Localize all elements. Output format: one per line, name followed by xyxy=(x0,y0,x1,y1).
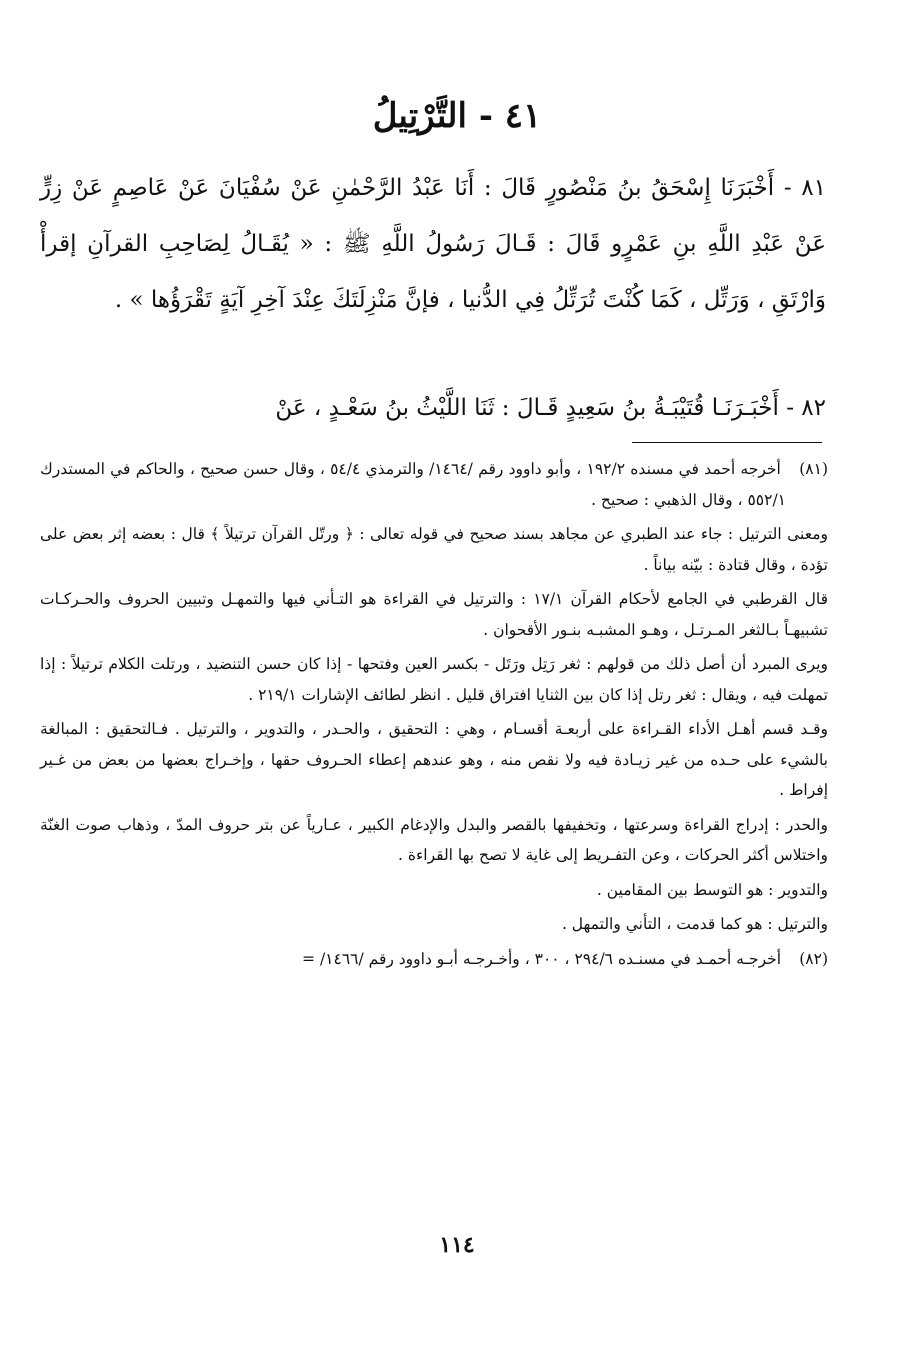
footnote-text: ويرى المبرد أن أصل ذلك من قولهم : ثغر رَتِل ورَتَل - بكسر العين وفتحها - إذا كان حسن التنضيد ، ورتلت الكلام ترتيلاً : إذا تمهلت فيه ، ويقال : ثغر رتل إذا كان بين الثنايا افتراق قليل . انظر لطائف الإشارات ٢١٩/١ . xyxy=(40,655,828,704)
footnote-text: ومعنى الترتيل : جاء عند الطبري عن مجاهد بسند صحيح في قوله تعالى : ﴿ ورتّل القرآن ترتيلاً ﴾ قال : بعضه إثر بعض على تؤدة ، وقال قتادة : بيّنه بياناً . xyxy=(40,525,828,574)
hadith-number: ٨٢ - xyxy=(786,395,826,421)
footnote-82 xyxy=(40,944,828,975)
footnote-text: والتدوير : هو التوسط بين المقامين . xyxy=(596,880,828,899)
hadith-81 xyxy=(40,160,826,328)
footnote-text: أخرجه أحمد في مسنده ١٩٢/٢ ، وأبو داوود رقم /١٤٦٤/ والترمذي ٥٤/٤ ، وقال حسن صحيح ، والحاكم في المستدرك ٥٥٢/١ ، وقال الذهبي : صحيح . xyxy=(40,460,786,509)
footnote-paragraph xyxy=(40,519,828,580)
page-number: ١١٤ xyxy=(439,1232,475,1258)
hadith-number: ٨١ - xyxy=(783,175,826,201)
footnote-number: (٨١) xyxy=(799,460,829,478)
hadith-text: أَخْبَرَنَا إِسْحَقُ بنُ مَنْصُورٍ قَالَ : أَنَا عَبْدُ الرَّحْمٰنِ عَنْ سُفْيَانَ عَنْ عَاصِمٍ عَنْ زِرٍّ عَنْ عَبْدِ اللَّهِ بنِ عَمْرٍو قَالَ : قَـالَ رَسُولُ اللَّهِ ﷺ : « يُقَـالُ لِصَاحِبِ القرآنِ إقرأْ وَارْتَقِ ، وَرَتِّل ، كَمَا كُنْتَ تُرَتِّلُ فِي الدُّنيا ، فإنَّ مَنْزِلَتَكَ عِنْدَ آخِرِ آيَةٍ تَقْرَؤُها » . xyxy=(40,175,826,313)
footnote-number: (٨٢) xyxy=(799,949,828,968)
footnotes xyxy=(40,454,828,978)
hadith-text: أَخْبَـرَنَـا قُتَيْبَـةُ بنُ سَعِيدٍ قَـالَ : ثَنَا اللَّيْثُ بنُ سَعْـدٍ ، عَنْ xyxy=(275,395,779,421)
footnote-divider xyxy=(632,442,822,443)
hadith-82 xyxy=(40,380,826,436)
footnote-paragraph xyxy=(40,649,828,710)
footnote-paragraph xyxy=(40,714,828,806)
footnote-paragraph xyxy=(40,584,828,645)
footnote-text: والترتيل : هو كما قدمت ، التأني والتمهل . xyxy=(561,915,828,933)
footnote-text: قال القرطبي في الجامع لأحكام القرآن ١٧/١ : والترتيل في القراءة هو التـأني فيها والتمهـل وتبيين الحروف والحـركـات تشبيهـاً بـالثغر المـرتـل ، وهـو المشبـه بنـور الأقحوان . xyxy=(40,590,828,639)
footnote-text: والحدر : إدراج القراءة وسرعتها ، وتخفيفها بالقصر والبدل والإدغام الكبير ، عـارياً عن بتر حروف المدّ ، وذهاب صوت الغنّة واختلاس أكثر الحركات ، وعن التفـريط إلى غاية لا تصح بها القراءة . xyxy=(40,815,828,864)
footnote-paragraph xyxy=(40,909,828,940)
footnote-text: أخرجـه أحمـد في مسنـده ٢٩٤/٦ ، ٣٠٠ ، وأخـرجـه أبـو داوود رقم /١٤٦٦/ = xyxy=(302,949,782,968)
footnote-text: وقـد قسم أهـل الأداء القـراءة على أربعـة أقسـام ، وهي : التحقيق ، والحـدر ، والتدوير ، والترتيل . فـالتحقيق : المبالغة بالشيء على حـده من غير زيـادة فيه ولا نقص منه ، وهو عندهم إعطاء الحـروف حقها ، وإخـراج بعضها من بعض من غـير إفراط . xyxy=(40,720,828,799)
footnote-paragraph xyxy=(40,875,828,906)
chapter-title: ٤١ - التَّرْتِيلُ xyxy=(372,96,542,136)
footnote-81 xyxy=(40,454,828,515)
footnote-paragraph xyxy=(40,810,828,871)
